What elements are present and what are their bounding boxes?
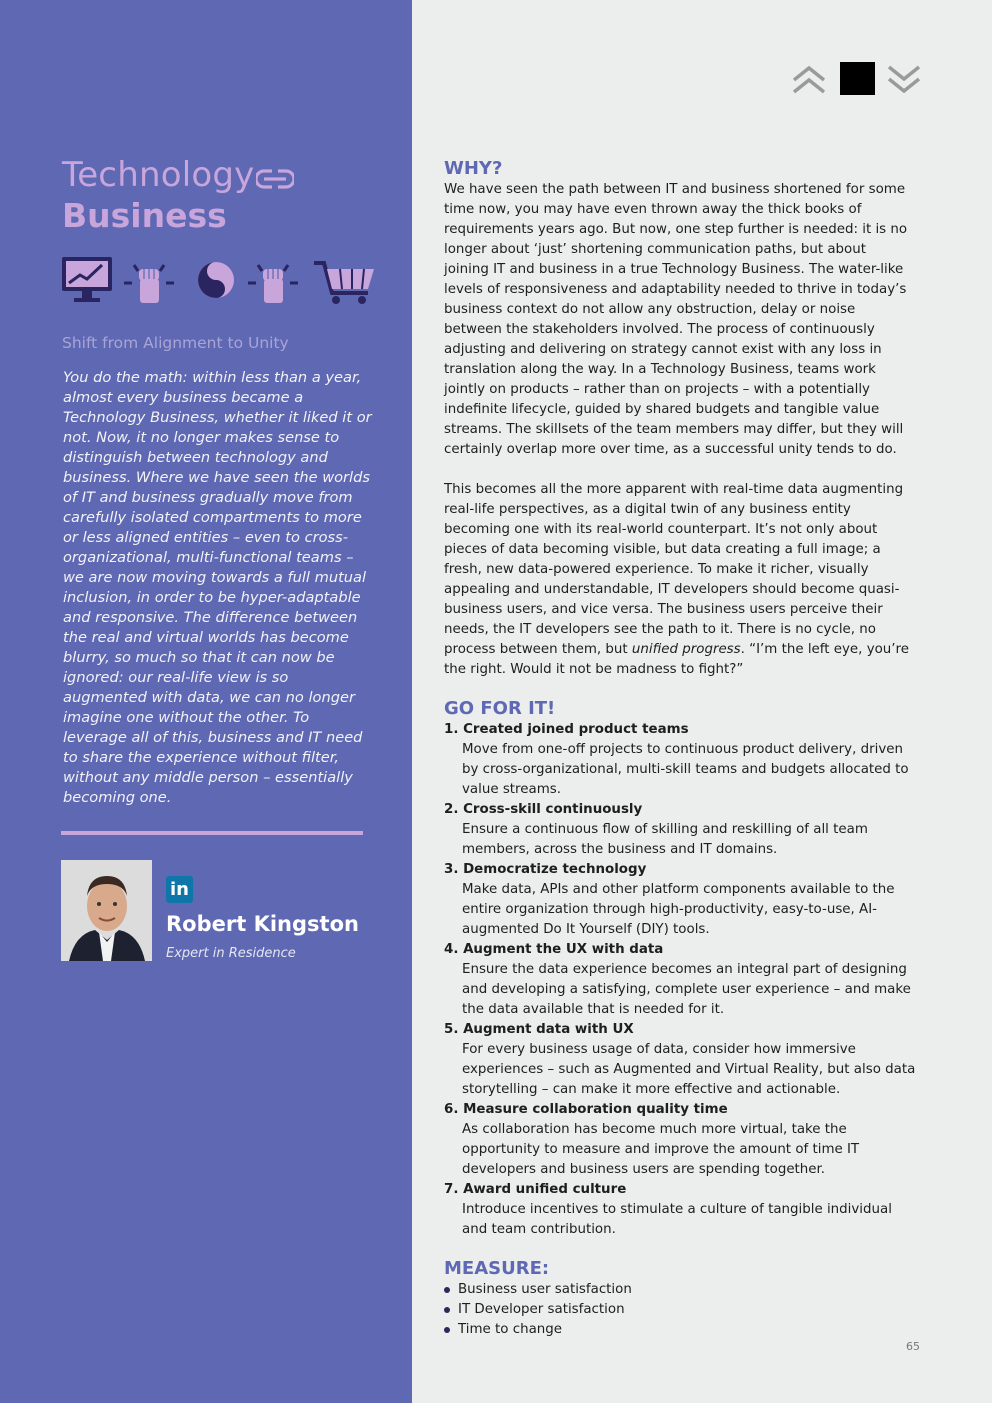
icon-row xyxy=(60,255,380,305)
goal-description: Ensure the data experience becomes an integral part of designing and developing a satisfying, complete user experience – and make the data available that is needed for it. xyxy=(462,962,911,1017)
goal-description: Ensure a continuous flow of skilling and reskilling of all team members, across the business and IT domains. xyxy=(462,822,868,857)
goal-description: Make data, APIs and other platform components available to the entire organization through high-productivity, easy-to-use, AI-augmented Do It Yourself (DIY) tools. xyxy=(462,882,895,937)
goal-item xyxy=(444,860,916,940)
subtitle: Shift from Alignment to Unity xyxy=(62,334,289,352)
goal-item xyxy=(444,800,916,860)
fist-icon xyxy=(246,257,300,305)
shopping-cart-icon xyxy=(312,257,376,305)
why-paragraph-2-start: This becomes all the more apparent with real-time data augmenting real-life perspectives, as a digital twin of any business entity becoming one with its real-world counterpart. It’s not only about pieces of data becoming visible, but data creating a full image; a fresh, new data-powered experience. To make it richer, visually appealing and understandable, IT developers should become quasi-business users, and vice versa. The business users perceive their needs, the IT developers see the path to it. There is no cycle, no process between them, but xyxy=(444,482,904,657)
why-paragraph-2 xyxy=(444,480,914,680)
list-item: Time to change xyxy=(444,1320,904,1340)
measure-heading: MEASURE: xyxy=(444,1258,550,1279)
goforit-heading: GO FOR IT! xyxy=(444,698,556,719)
why-paragraph-2-end: . “I’m the left eye, you’re the right. Would it not be madness to fight?” xyxy=(444,642,909,677)
goal-description: Move from one-off projects to continuous product delivery, driven by cross-organizational, multi-skill teams and budgets allocated to value streams. xyxy=(462,742,909,797)
goal-description: As collaboration has become much more virtual, take the opportunity to measure and improve the amount of time IT developers and business users are spending together. xyxy=(462,1122,860,1177)
goal-item xyxy=(444,940,916,1020)
title-line-2: Business xyxy=(62,196,227,235)
goal-item xyxy=(444,1020,916,1100)
measures-list xyxy=(444,1280,904,1340)
goal-item xyxy=(444,720,916,800)
fist-icon xyxy=(122,257,176,305)
goal-title: 5. Augment data with UX xyxy=(444,1022,634,1037)
intro-text: You do the math: within less than a year, almost every business became a Technology Business, whether it liked it or not. Now, it no longer makes sense to distinguish between technology and business. Where we have seen the worlds of IT and business gradually move from carefully isolated compartments to more or less aligned entities – even to cross-organizational, multi-functional teams – we are now moving towards a full mutual inclusion, in order to be hyper-adaptable and responsive. The difference between the real and virtual worlds has become blurry, so much so that it can now be ignored: our real-life view is so augmented with data, we can no longer imagine one without the other. To leverage all of this, business and IT need to share the experience without filter, without any middle person – essentially becoming one. xyxy=(63,369,372,806)
why-body xyxy=(444,180,914,700)
why-paragraph-1: We have seen the path between IT and business shortened for some time now, you may have even thrown away the thick books of requirements years ago. But now, one step further is needed: it is no longer about ‘just’ shortening communication paths, but about joining IT and business in a true Technology Business. The water-like levels of responsiveness and adaptability needed to thrive in today’s business context do not allow any obstruction, delay or noise between the stakeholders involved. The process of continuously adjusting and delivering on strategy cannot exist with any loss in translation along the way. In a Technology Business, teams work jointly on products – rather than on projects – with a potentially indefinite lifecycle, guided by shared budgets and tangible value streams. The skillsets of the team members may differ, but they will certainly overlap more over time, as a successful unity tends to do. xyxy=(444,182,908,457)
double-chevron-up-icon[interactable] xyxy=(790,62,828,96)
author-role: Expert in Residence xyxy=(166,946,296,961)
person-avatar-icon xyxy=(61,860,152,961)
why-paragraph-2-emphasis: unified progress xyxy=(631,642,741,657)
goal-title: 6. Measure collaboration quality time xyxy=(444,1102,728,1117)
home-square-icon[interactable] xyxy=(840,62,875,95)
goal-title: 2. Cross-skill continuously xyxy=(444,802,643,817)
goals-list xyxy=(444,720,916,1240)
goal-title: 1. Created joined product teams xyxy=(444,722,689,737)
author-name: Robert Kingston xyxy=(166,912,359,936)
divider xyxy=(61,831,363,835)
sidebar xyxy=(0,0,412,1403)
why-heading: WHY? xyxy=(444,158,503,179)
goal-description: For every business usage of data, consider how immersive experiences – such as Augmented and Virtual Reality, but also data storytelling – can make it more effective and actionable. xyxy=(462,1042,916,1097)
goal-description: Introduce incentives to stimulate a culture of tangible individual and team contribution. xyxy=(462,1202,892,1237)
linkedin-icon[interactable]: in xyxy=(166,876,193,903)
goal-title: 4. Augment the UX with data xyxy=(444,942,664,957)
goal-title: 7. Award unified culture xyxy=(444,1182,627,1197)
link-chain-icon xyxy=(256,168,294,190)
page-number: 65 xyxy=(906,1340,920,1353)
monitor-chart-icon xyxy=(60,255,114,305)
yin-yang-icon xyxy=(196,260,236,300)
title-line-1: Technology xyxy=(62,155,255,195)
goal-title: 3. Democratize technology xyxy=(444,862,647,877)
goal-item xyxy=(444,1180,916,1240)
page-navigation xyxy=(790,62,922,96)
double-chevron-down-icon[interactable] xyxy=(886,62,922,96)
goal-item xyxy=(444,1100,916,1180)
author-photo xyxy=(61,860,152,961)
list-item: IT Developer satisfaction xyxy=(444,1300,904,1320)
list-item: Business user satisfaction xyxy=(444,1280,904,1300)
